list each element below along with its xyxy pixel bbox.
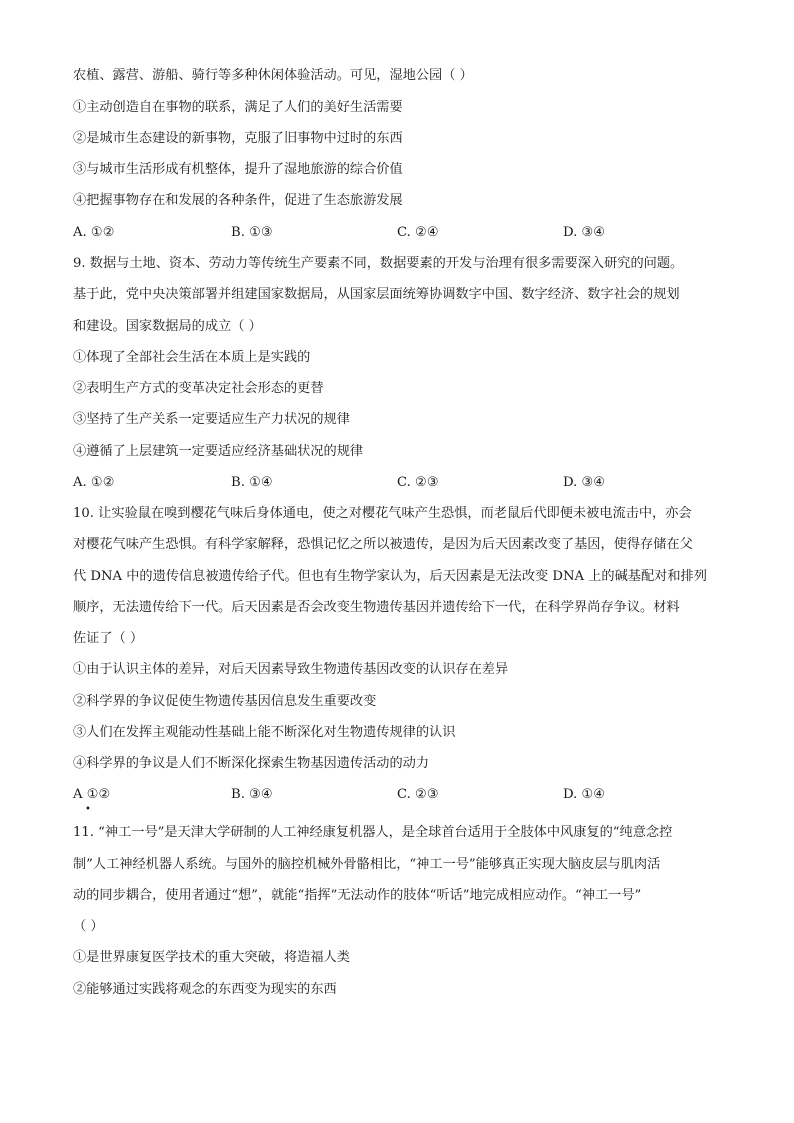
q10-option-a[interactable]: A ①② [73,787,111,802]
q8-option-d[interactable]: D. ③④ [563,225,606,240]
q10-option-d[interactable]: D. ①④ [563,787,606,802]
q9-option-c[interactable]: C. ②③ [397,475,439,490]
q9-stem-line-3: 和建设。国家数据局的成立（ ） [73,319,262,334]
q9-option-a[interactable]: A. ①② [73,475,115,490]
q8-option-c[interactable]: C. ②④ [397,225,439,240]
q10-option-c[interactable]: C. ②③ [397,787,439,802]
q10-stem-line-1: 10. 让实验鼠在嗅到樱花气味后身体通电，使之对樱花气味产生恐惧，而老鼠后代即便未被电流击中，亦会 [73,506,692,521]
q11-stem-line-2: 制”人工神经机器人系统。与国外的脑控机械外骨骼相比，“神工一号”能够真正实现大脑皮层与肌肉活 [73,857,661,872]
q11-stem-line-3: 动的同步耦合，使用者通过“想”，就能“指挥”无法动作的肢体“听话”地完成相应动作。“神工一号” [73,888,642,903]
q10-item-1: ①由于认识主体的差异，对后天因素导致生物遗传基因改变的认识存在差异 [73,662,509,677]
q8-stem-line: 农植、露营、游船、骑行等多种休闲体验活动。可见，湿地公园（ ） [73,68,473,83]
q10-options [73,786,753,804]
q8-item-1: ①主动创造自在事物的联系，满足了人们的美好生活需要 [73,100,403,115]
q10-stem-line-3: 代 DNA 中的遗传信息被遗传给子代。但也有生物学家认为，后天因素是无法改变 DNA 上的碱基配对和排列 [73,569,707,584]
q9-options [73,474,753,492]
q8-option-a[interactable]: A. ①② [73,225,115,240]
q10-item-2: ②科学界的争议促使生物遗传基因信息发生重要改变 [73,694,377,709]
q10-stem-line-4: 顺序，无法遗传给下一代。后天因素是否会改变生物遗传基因并遗传给下一代，在科学界尚存争议。材料 [73,600,680,615]
stray-dot-mark: • [85,804,91,815]
q8-options [73,224,753,242]
q8-item-2: ②是城市生态建设的新事物，克服了旧事物中过时的东西 [73,131,403,146]
q9-item-1: ①体现了全部社会生活在本质上是实践的 [73,350,311,365]
q8-item-3: ③与城市生活形成有机整体，提升了湿地旅游的综合价值 [73,162,403,177]
q10-item-4: ④科学界的争议是人们不断深化探索生物基因遗传活动的动力 [73,756,430,771]
q9-item-4: ④遵循了上层建筑一定要适应经济基础状况的规律 [73,444,364,459]
q11-item-1: ①是世界康复医学技术的重大突破，将造福人类 [73,950,350,965]
q9-option-b[interactable]: B. ①④ [231,475,273,490]
q10-option-b[interactable]: B. ③④ [231,787,273,802]
q9-stem-line-1: 9. 数据与土地、资本、劳动力等传统生产要素不同，数据要素的开发与治理有很多需要深入研究的问题。 [73,256,684,271]
q8-option-b[interactable]: B. ①③ [231,225,273,240]
q9-option-d[interactable]: D. ③④ [563,475,606,490]
q11-stem-line-4: （ ） [73,919,104,934]
q10-stem-line-5: 佐证了（ ） [73,631,144,646]
q9-item-2: ②表明生产方式的变革决定社会形态的更替 [73,381,324,396]
q11-item-2: ②能够通过实践将观念的东西变为现实的东西 [73,982,337,997]
q9-item-3: ③坚持了生产关系一定要适应生产力状况的规律 [73,412,350,427]
q8-item-4: ④把握事物存在和发展的各种条件，促进了生态旅游发展 [73,193,403,208]
q9-stem-line-2: 基于此，党中央决策部署并组建国家数据局，从国家层面统筹协调数字中国、数字经济、数字社会的规划 [73,287,680,302]
q10-stem-line-2: 对樱花气味产生恐惧。有科学家解释，恐惧记忆之所以被遗传，是因为后天因素改变了基因，使得存储在父 [73,537,693,552]
q10-item-3: ③人们在发挥主观能动性基础上能不断深化对生物遗传规律的认识 [73,725,456,740]
q11-stem-line-1: 11. “神工一号”是天津大学研制的人工神经康复机器人，是全球首台适用于全肢体中风康复的“纯意念控 [73,825,673,840]
